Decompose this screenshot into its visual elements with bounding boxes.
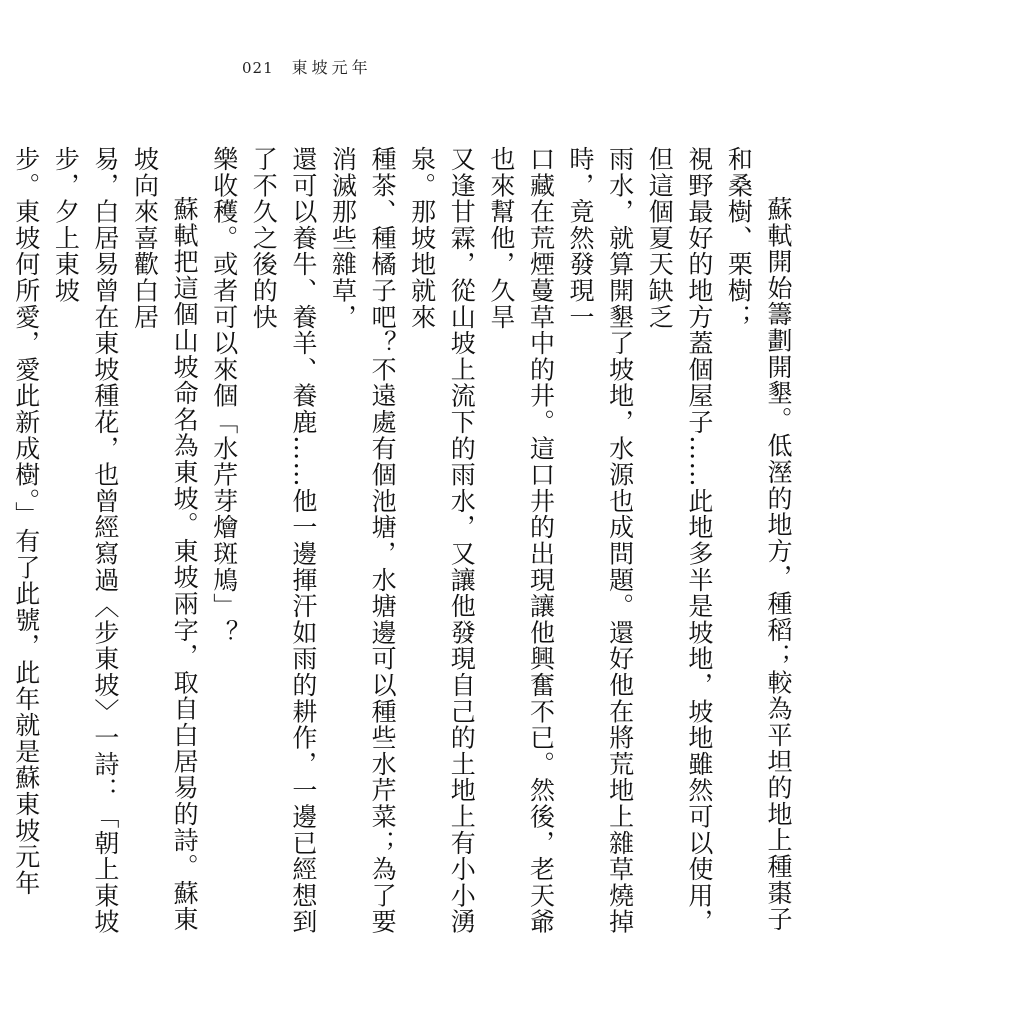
body-text [0, 146, 798, 946]
paragraph-1: 蘇軾開始籌劃開墾。低溼的地方，種稻；較為平坦的地上種棗子和桑樹、栗樹； 視野最好的地方蓋個屋子……此地多半是坡地，坡地雖然可以使用，但這個夏天缺乏 雨水，就算開墾了坡地，水源也成問題。還好他在將荒地上雜草燒掉時，竟然發現一 口藏在荒煙蔓草中的井。這口井的出現讓他興奮不已。然後，老天爺也來幫他，久旱 又逢甘霖，從山坡上流下的雨水，又讓他發現自己的土地上有小小湧泉。那坡地就來 種茶、種橘子吧？不遠處有個池塘，水塘邊可以種些水芹菜；為了要消滅那些雜草， 還可以養牛、養羊、養鹿……他一邊揮汗如雨的耕作，一邊已經想到了不久之後的快 樂收穫。或者可以來個「水芹芽燴斑鳩」？ [209, 146, 793, 935]
running-title: 東坡元年 [291, 58, 372, 77]
paragraph-2: 蘇軾把這個山坡命名為東坡。東坡兩字，取自白居易的詩。蘇東坡向來喜歡白居 易，白居易曾在東坡種花，也曾經寫過〈步東坡〉一詩：「朝上東坡步，夕上東坡 步。東坡何所愛，愛此新成樹。」有了此號，此年就是蘇東坡元年 [11, 146, 200, 935]
page-header [242, 55, 372, 78]
page-number: 021 [242, 59, 274, 77]
